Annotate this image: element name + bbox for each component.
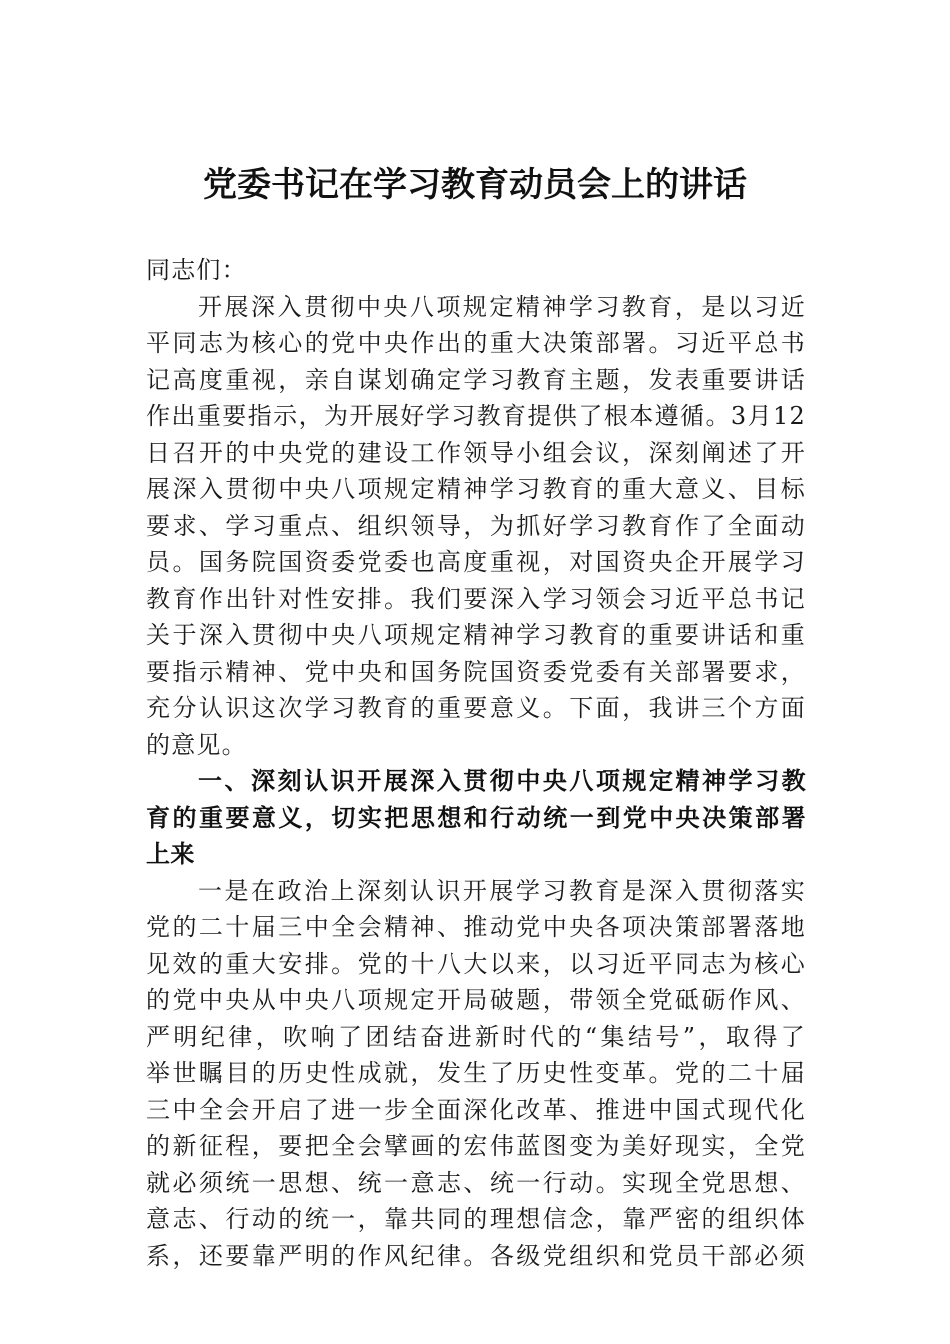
salutation: 同志们： [146,256,247,284]
text-line: 三中全会开启了进一步全面深化改革、推进中国式现代化 [146,1095,806,1124]
text-line: 见效的重大安排。党的十八大以来，以习近平同志为核心 [146,949,806,978]
text-line: 要求、学习重点、组织领导，为抓好学习教育作了全面动 [146,511,806,540]
text-line: 的意见。 [146,730,247,759]
text-line: 举世瞩目的历史性成就，发生了历史性变革。党的二十届 [146,1059,806,1087]
text-line: 作出重要指示，为开展好学习教育提供了根本遵循。3月12 [146,402,806,430]
text-line: 平同志为核心的党中央作出的重大决策部署。习近平总书 [146,329,806,357]
section-heading-1 [146,763,806,873]
paragraph-section-1 [146,873,806,1275]
document-body [146,252,806,1274]
text-line: 充分认识这次学习教育的重要意义。下面，我讲三个方面 [146,694,806,722]
heading-line: 上来 [146,840,195,868]
text-line: 关于深入贯彻中央八项规定精神学习教育的重要讲话和重 [146,621,806,649]
heading-line: 育的重要意义，切实把思想和行动统一到党中央决策部署 [146,803,806,832]
heading-line: 一、深刻认识开展深入贯彻中央八项规定精神学习教 [198,767,806,795]
text-line: 就必须统一思想、统一意志、统一行动。实现全党思想、 [146,1168,806,1197]
text-line: 严明纪律，吹响了团结奋进新时代的“集结号”，取得了 [146,1022,806,1051]
paragraph-intro [146,289,806,764]
text-line: 记高度重视，亲自谋划确定学习教育主题，发表重要讲话 [146,365,806,394]
text-line: 教育作出针对性安排。我们要深入学习领会习近平总书记 [146,584,806,613]
text-line: 的新征程，要把全会擘画的宏伟蓝图变为美好现实，全党 [146,1132,806,1160]
text-line: 一是在政治上深刻认识开展学习教育是深入贯彻落实 [198,876,806,905]
text-line: 开展深入贯彻中央八项规定精神学习教育，是以习近 [198,292,806,321]
text-line: 展深入贯彻中央八项规定精神学习教育的重大意义、目标 [146,475,806,503]
text-line: 意志、行动的统一，靠共同的理想信念，靠严密的组织体 [146,1205,806,1233]
text-line: 系，还要靠严明的作风纪律。各级党组织和党员干部必须 [146,1241,806,1270]
page-title: 党委书记在学习教育动员会上的讲话 [203,165,747,205]
text-line: 党的二十届三中全会精神、推动党中央各项决策部署落地 [146,913,806,941]
text-line: 的党中央从中央八项规定开局破题，带领全党砥砺作风、 [146,986,806,1014]
text-line: 员。国务院国资委党委也高度重视，对国资央企开展学习 [146,548,806,576]
text-line: 日召开的中央党的建设工作领导小组会议，深刻阐述了开 [146,438,806,467]
text-line: 要指示精神、党中央和国务院国资委党委有关部署要求， [146,657,806,686]
